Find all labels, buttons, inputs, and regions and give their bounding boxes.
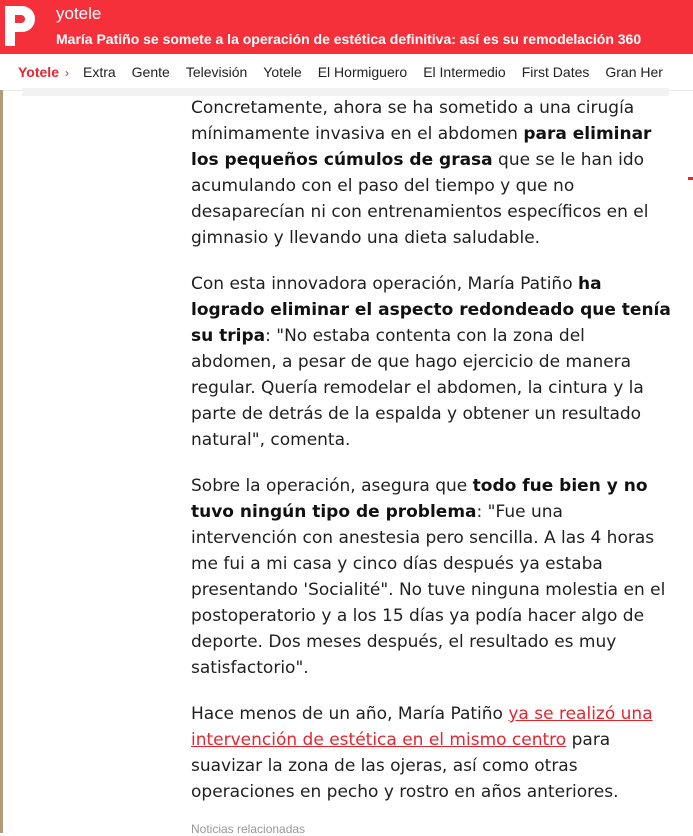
nav-item-gran-hermano[interactable]: Gran Her <box>605 64 663 80</box>
sidebar-accent <box>688 177 693 180</box>
paragraph-2: Con esta innovadora operación, María Patiño ha logrado eliminar el aspecto redondeado que tenía su tripa: "No estaba contenta con la zona del abdomen, a pesar de que hago ejercicio de manera regular. Quería remodelar el abdomen, la cintura y la parte de detrás de la espalda y obtener un resultado natural", comenta. <box>191 274 671 450</box>
paragraph-1: Concretamente, ahora se ha sometido a una cirugía mínimamente invasiva en el abdomen para eliminar los pequeños cúmulos de grasa que se le han ido acumulando con el paso del tiempo y que no desaparecían ni con entrenamientos específicos en el gimnasio y llevando una dieta saludable. <box>191 98 652 248</box>
nav-item-extra[interactable]: Extra <box>82 64 116 80</box>
nav-item-television[interactable]: Televisión <box>185 64 248 80</box>
top-bar <box>0 0 693 54</box>
section-nav <box>0 54 693 91</box>
related-article-link[interactable]: ya se realizó una intervención de estética en el mismo centro <box>191 704 653 750</box>
left-ad-strip <box>0 90 3 833</box>
nav-item-yotele[interactable]: Yotele <box>263 64 302 80</box>
nav-item-first-dates[interactable]: First Dates <box>521 64 590 80</box>
nav-home-link[interactable]: Yotele <box>18 64 59 80</box>
paragraph-3: Sobre la operación, asegura que todo fue bien y no tuvo ningún tipo de problema: "Fue una intervención con anestesia pero sencilla. A las 4 horas me fui a mi casa y cinco días después ya estaba presentando 'Socialité". No tuve ninguna molestia en el postoperatorio y a los 15 días ya podía hacer algo de deporte. Dos meses después, el resultado es muy satisfactorio". <box>191 476 666 678</box>
nav-item-el-intermedio[interactable]: El Intermedio <box>423 64 506 80</box>
site-logo[interactable] <box>0 0 42 54</box>
nav-item-el-hormiguero[interactable]: El Hormiguero <box>317 64 408 80</box>
nav-item-gente[interactable]: Gente <box>131 64 170 80</box>
site-name[interactable]: yotele <box>56 4 102 23</box>
article-body <box>191 95 671 825</box>
paragraph-4: Hace menos de un año, María Patiño ya se realizó una intervención de estética en el mismo centro para suavizar la zona de las ojeras, así como otras operaciones en pecho y rostro en años anteriores. <box>191 704 653 802</box>
chevron-right-icon: › <box>64 66 69 80</box>
p-logo-icon <box>5 6 35 46</box>
page-headline: María Patiño se somete a la operación de estética definitiva: así es su remodelación 360 <box>56 31 642 47</box>
related-news-label: Noticias relacionadas <box>191 822 306 836</box>
